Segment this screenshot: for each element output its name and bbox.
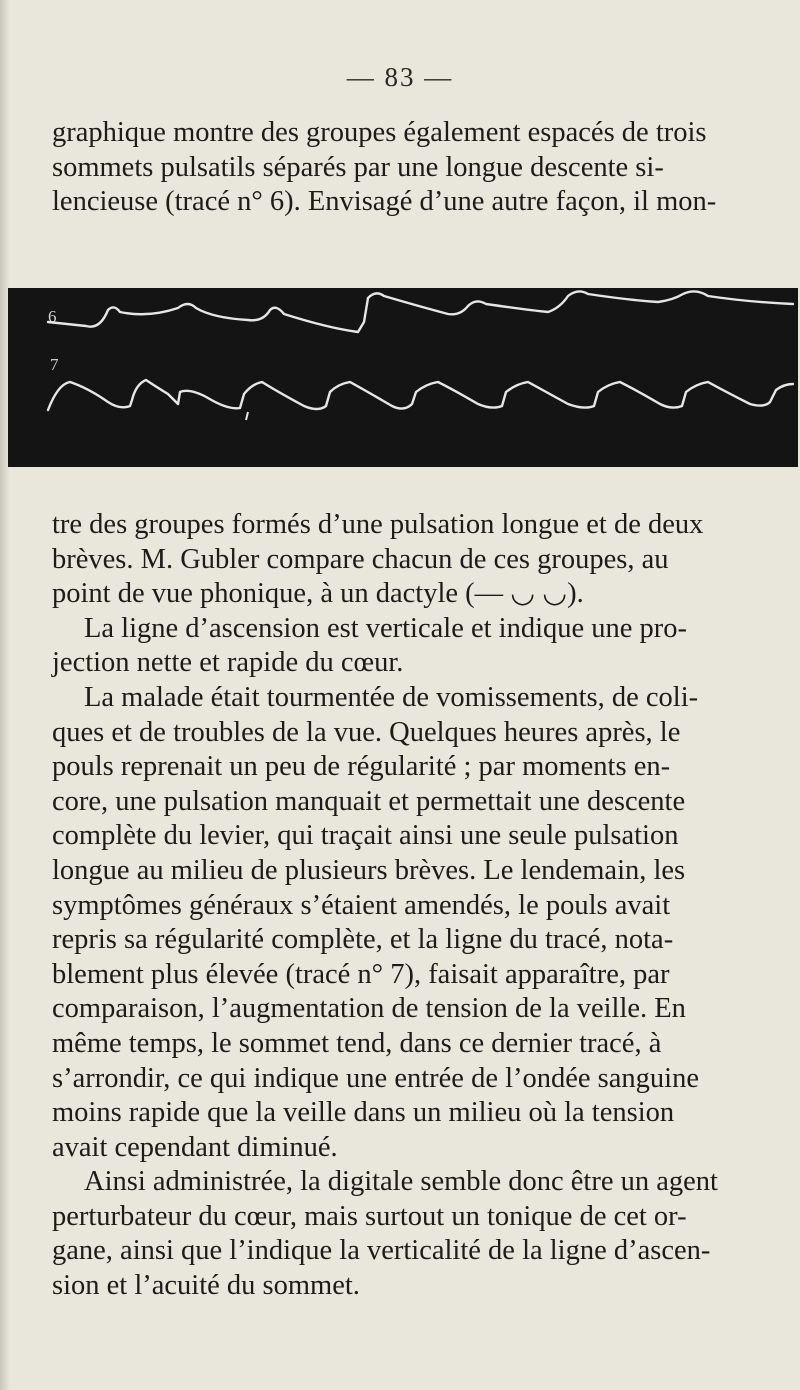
text-line: moins rapide que la veille dans un milieu où la tension bbox=[52, 1097, 675, 1129]
text-line: point de vue phonique, à un dactyle (— ◡ ◡). bbox=[52, 578, 584, 610]
trace-label-6: 6 bbox=[48, 307, 57, 326]
text-line: La malade était tourmentée de vomissements, de coli- bbox=[84, 681, 699, 713]
text-line: symptômes généraux s’étaient amendés, le pouls avait bbox=[52, 889, 671, 921]
text-line: complète du levier, qui traçait ainsi une seule pulsation bbox=[52, 820, 679, 852]
text-line: blement plus élevée (tracé n° 7), faisait apparaître, par bbox=[52, 958, 670, 990]
text-line: ques et de troubles de la vue. Quelques heures après, le bbox=[52, 716, 681, 748]
text-line: comparaison, l’augmentation de tension de la veille. En bbox=[52, 993, 686, 1025]
trace-label-7: 7 bbox=[50, 355, 59, 374]
pulse-traces bbox=[8, 288, 798, 467]
paragraph-top bbox=[0, 116, 800, 220]
text-line: graphique montre des groupes également espacés de trois bbox=[52, 117, 707, 148]
text-line: pouls reprenait un peu de régularité ; par moments en- bbox=[52, 751, 671, 783]
pulse-trace-7 bbox=[48, 380, 793, 410]
pulse-trace-6 bbox=[48, 291, 793, 332]
text-line: core, une pulsation manquait et permettait une descente bbox=[52, 785, 686, 817]
paragraph-main bbox=[0, 508, 800, 1304]
text-line: gane, ainsi que l’indique la verticalité de la ligne d’ascen- bbox=[52, 1235, 711, 1267]
text-line: tre des groupes formés d’une pulsation longue et de deux bbox=[52, 509, 704, 540]
text-line: perturbateur du cœur, mais surtout un tonique de cet or- bbox=[52, 1200, 687, 1232]
text-line: Ainsi administrée, la digitale semble donc être un agent bbox=[84, 1166, 718, 1198]
text-line: longue au milieu de plusieurs brèves. Le lendemain, les bbox=[52, 854, 686, 886]
text-line: jection nette et rapide du cœur. bbox=[52, 647, 404, 679]
text-line: brèves. M. Gubler compare chacun de ces groupes, au bbox=[52, 543, 669, 575]
sphygmograph-figure bbox=[8, 288, 798, 467]
trace-7-dip-mark bbox=[246, 412, 248, 420]
text-line: lencieuse (tracé n° 6). Envisagé d’une autre façon, il mon- bbox=[52, 186, 717, 218]
text-line: sion et l’acuité du sommet. bbox=[52, 1270, 360, 1302]
text-line: sommets pulsatils séparés par une longue descente si- bbox=[52, 151, 664, 183]
text-line: La ligne d’ascension est verticale et indique une pro- bbox=[84, 612, 688, 644]
text-line: s’arrondir, ce qui indique une entrée de l’ondée sanguine bbox=[52, 1062, 699, 1094]
text-line: même temps, le sommet tend, dans ce dernier tracé, à bbox=[52, 1027, 662, 1059]
text-line: repris sa régularité complète, et la ligne du tracé, nota- bbox=[52, 924, 674, 956]
page-number: — 83 — bbox=[346, 62, 454, 92]
text-line: avait cependant diminué. bbox=[52, 1131, 338, 1163]
